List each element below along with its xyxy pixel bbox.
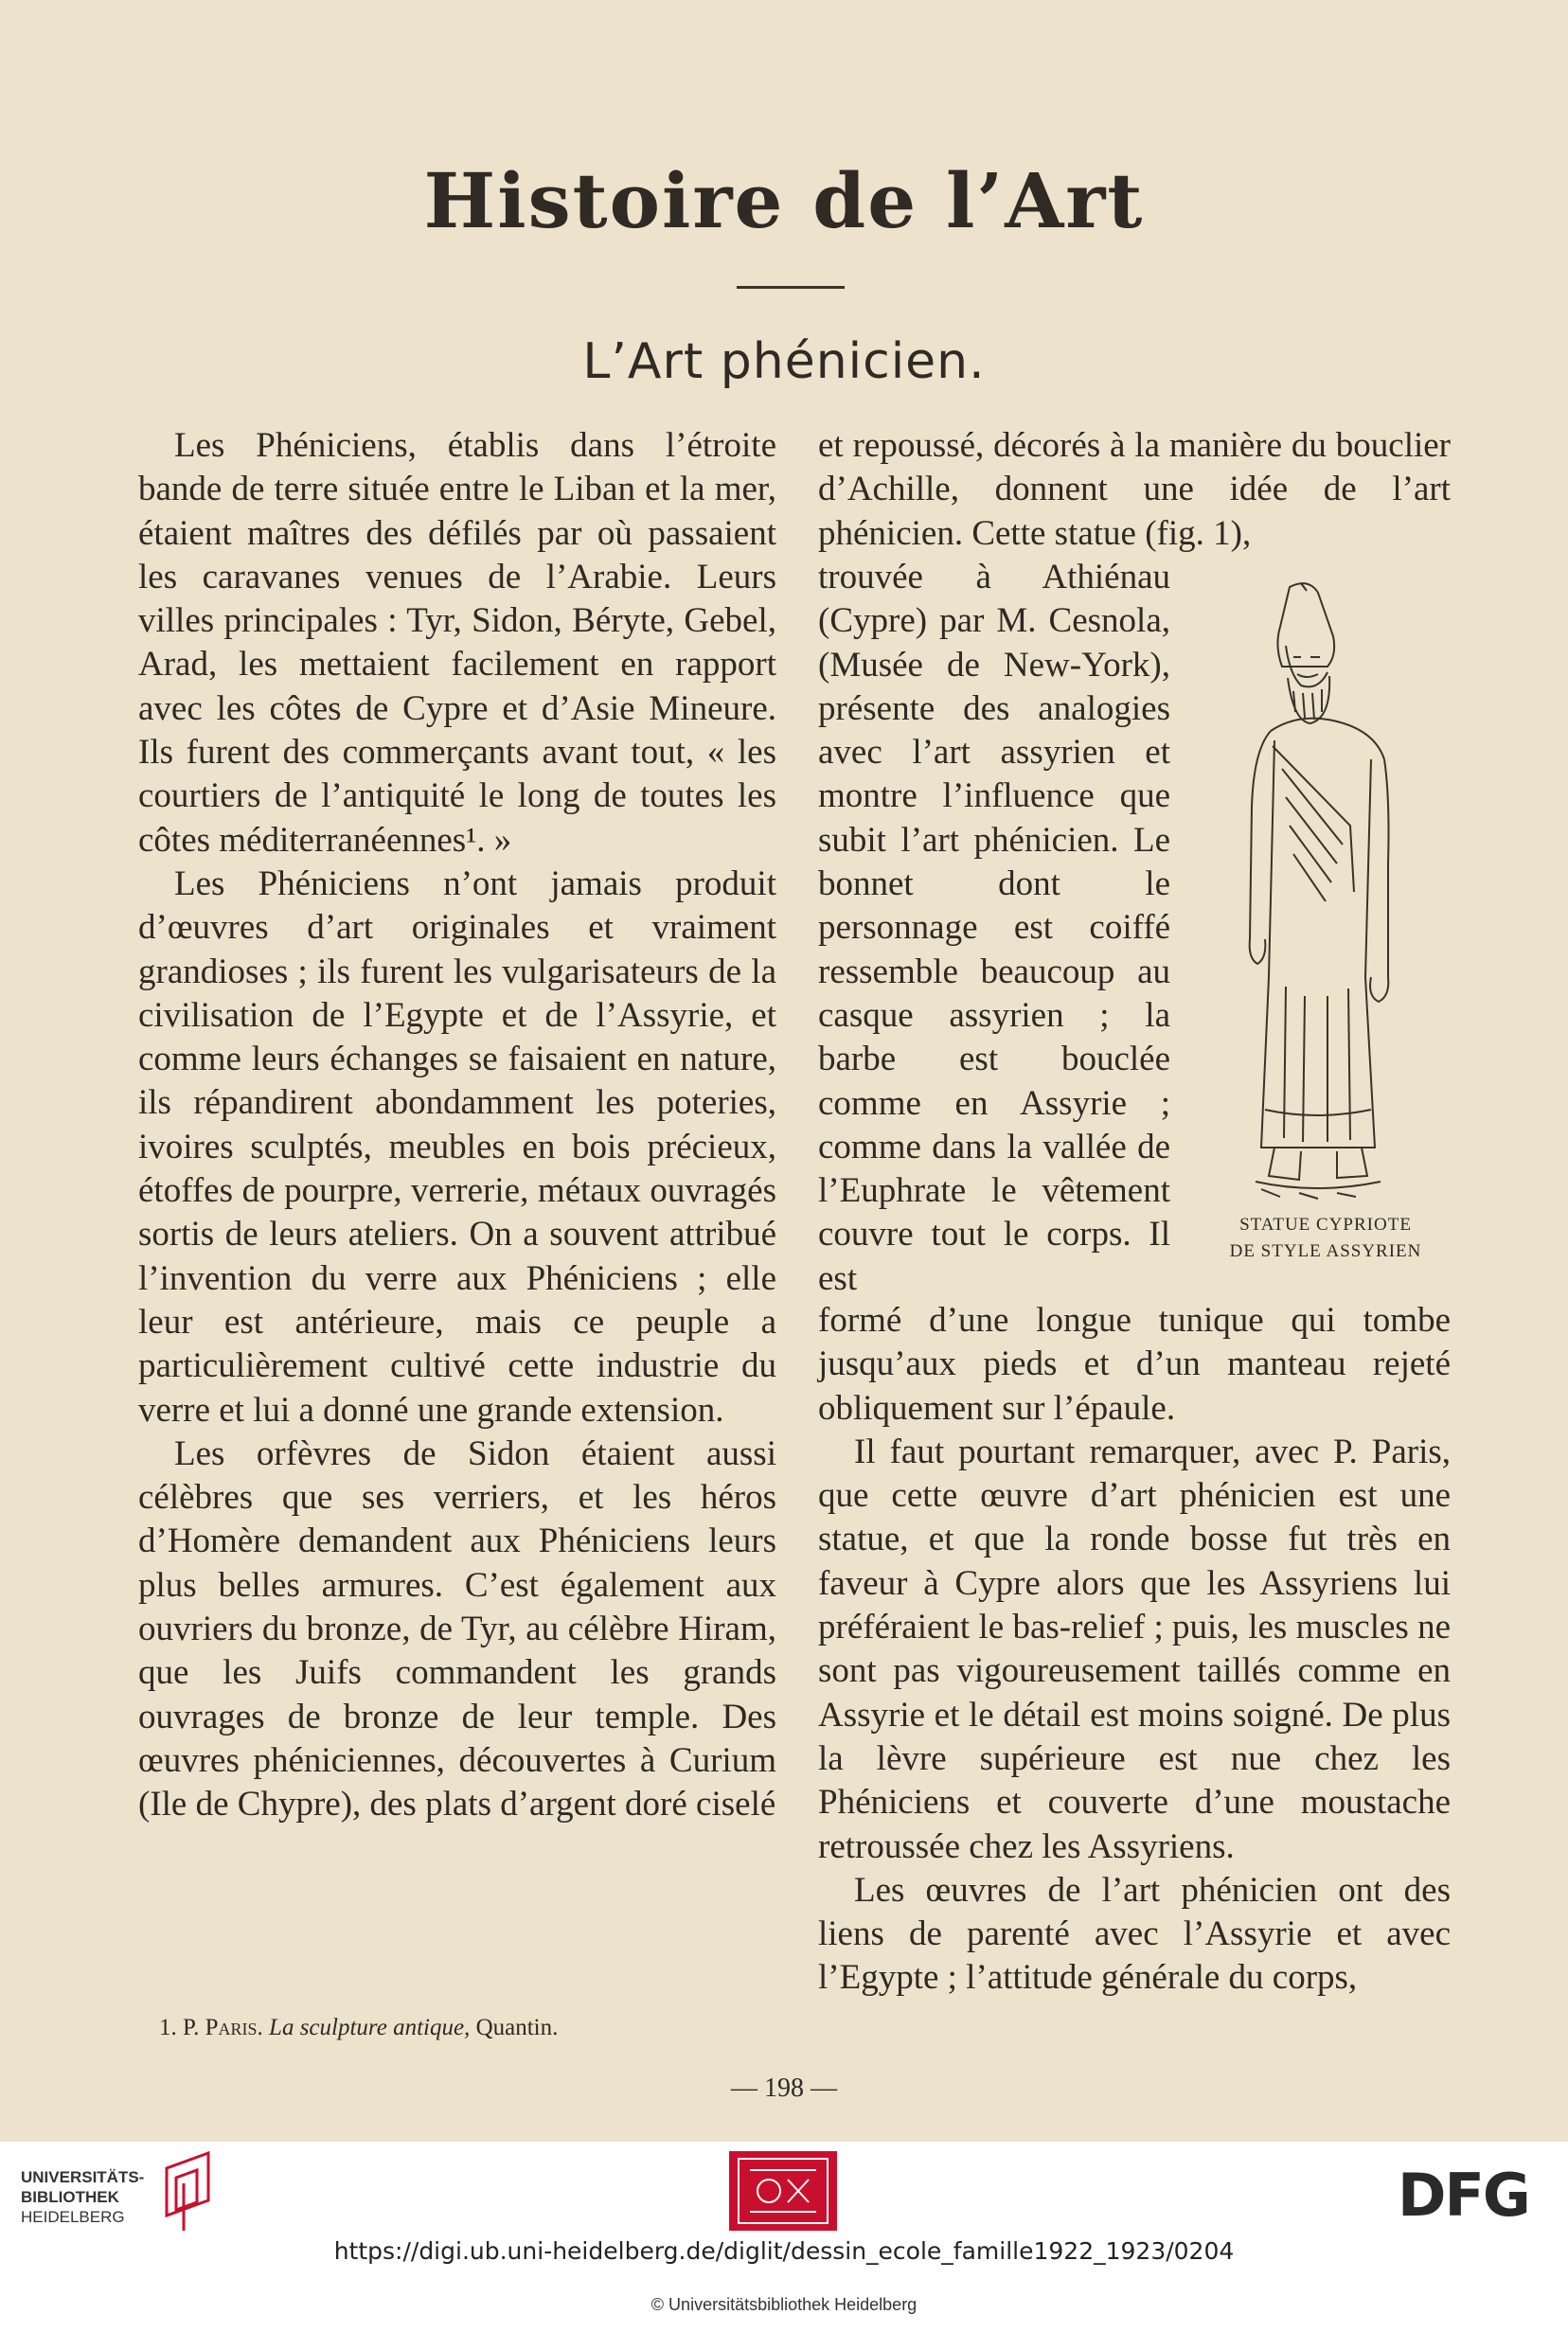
library-logo-text[interactable] xyxy=(21,2167,163,2227)
library-name-line: BIBLIOTHEK xyxy=(21,2188,119,2206)
paragraph: Les Phéniciens, établis dans l’étroite bande de terre située entre le Liban et la mer, étaient maîtres des défilés par où passaient les caravanes venues de l’Arabie. Leurs villes principales : Tyr, Sidon, Béryte, Gebel, Arad, les mettaient facilement en rapport avec les côtes de Cypre et d’Asie Mineure. Ils furent des commerçants avant tout, « les courtiers de l’antiquité le long de toutes les côtes méditerranéennes¹. » xyxy=(138,426,776,860)
article-subtitle: L’Art phénicien. xyxy=(582,333,986,390)
caption-line: STATUE CYPRIOTE xyxy=(1239,1215,1412,1235)
page-title: Histoire de l’Art xyxy=(423,156,1145,245)
dfg-logo[interactable]: DFG xyxy=(1398,2161,1529,2230)
paragraph: formé d’une longue tunique qui tombe jusqu’aux pieds et d’un manteau rejeté obliquement sur l’épaule. xyxy=(818,1301,1451,1428)
caption-line: DE STYLE ASSYRIEN xyxy=(1229,1241,1422,1261)
right-column-wrap xyxy=(818,556,1170,1301)
footnote xyxy=(159,2015,775,2041)
library-name-line: HEIDELBERG xyxy=(21,2208,125,2226)
copyright-notice: © Universitätsbibliothek Heidelberg xyxy=(650,2295,918,2314)
footnote-title: La sculpture antique, xyxy=(269,2015,471,2040)
paragraph: Les Phéniciens n’ont jamais produit d’œuvres d’art originales et vraiment grandioses ; ils furent les vulgarisateurs de la civilisation de l’Egypte et de l’Assyrie, et comme leurs échanges se faisaient en nature, ils répandirent abondamment les poteries, ivoires sculptés, meubles en bois précieux, étoffes de pourpre, verrerie, métaux ouvragés sortis de leurs ateliers. On a souvent attribué l’invention du verre aux Phéniciens ; elle leur est antérieure, mais ce peuple a particulièrement cultivé cette industrie du verre et lui a donné une grande extension. xyxy=(138,863,776,1430)
figure-caption xyxy=(1203,1212,1449,1265)
paragraph: trouvée à Athiénau (Cypre) par M. Cesnola, (Musée de New-York), présente des analogies avec l’art assyrien et montre l’influence que subit l’art phénicien. Le bonnet dont le personnage est coiffé ressemble beaucoup au casque assyrien ; la barbe est bouclée comme en Assyrie ; comme dans la vallée de l’Euphrate le vêtement couvre tout le corps. Il est xyxy=(818,558,1170,1298)
footnote-publisher: Quantin. xyxy=(475,2015,559,2040)
paragraph: Les orfèvres de Sidon étaient aussi célèbres que ses verriers, et les héros d’Homère demandent aux Phéniciens leurs plus belles armures. C’est également aux ouvriers du bronze, de Tyr, au célèbre Hiram, que les Juifs commandent les grands ouvrages de bronze de leur temple. Des œuvres phéniciennes, découvertes à Curium (Ile de Chypre), des plats d’argent doré ciselé xyxy=(138,1433,776,1825)
paragraph: et repoussé, décorés à la manière du bouclier d’Achille, donnent une idée de l’art phénicien. Cette statue (fig. 1), xyxy=(818,426,1451,553)
paragraph: Il faut pourtant remarquer, avec P. Paris, que cette œuvre d’art phénicien est une statue, et que la ronde bosse fut très en faveur à Cypre alors que les Assyriens lui préféraient le bas-relief ; puis, les muscles ne sont pas vigoureusement taillés comme en Assyrie et le détail est moins soigné. De plus la lèvre supérieure est nue chez les Phéniciens et couverte d’une moustache retroussée chez les Assyriens. xyxy=(818,1432,1451,1866)
permalink-url[interactable]: https://digi.ub.uni-heidelberg.de/diglit/dessin_ecole_famille1922_1923/0204 xyxy=(333,2237,1235,2265)
paragraph: Les œuvres de l’art phénicien ont des liens de parenté avec l’Assyrie et avec l’Egypte ; l’attitude générale du corps, xyxy=(818,1870,1451,1998)
footnote-author: P. Paris. xyxy=(183,2015,263,2040)
right-column-top xyxy=(818,424,1451,556)
library-logo-icon[interactable] xyxy=(159,2149,223,2234)
right-column-bottom xyxy=(818,1299,1451,2001)
title-divider xyxy=(737,286,845,289)
library-name-line: UNIVERSITÄTS- xyxy=(21,2168,145,2186)
epistemes-logo[interactable] xyxy=(729,2151,837,2231)
cypriot-statue-illustration xyxy=(1195,579,1422,1204)
footnote-number: 1. xyxy=(159,2015,177,2040)
epistemes-logo-icon xyxy=(729,2151,837,2231)
page-number: — 198 — xyxy=(731,2074,837,2103)
left-column xyxy=(138,424,776,1827)
